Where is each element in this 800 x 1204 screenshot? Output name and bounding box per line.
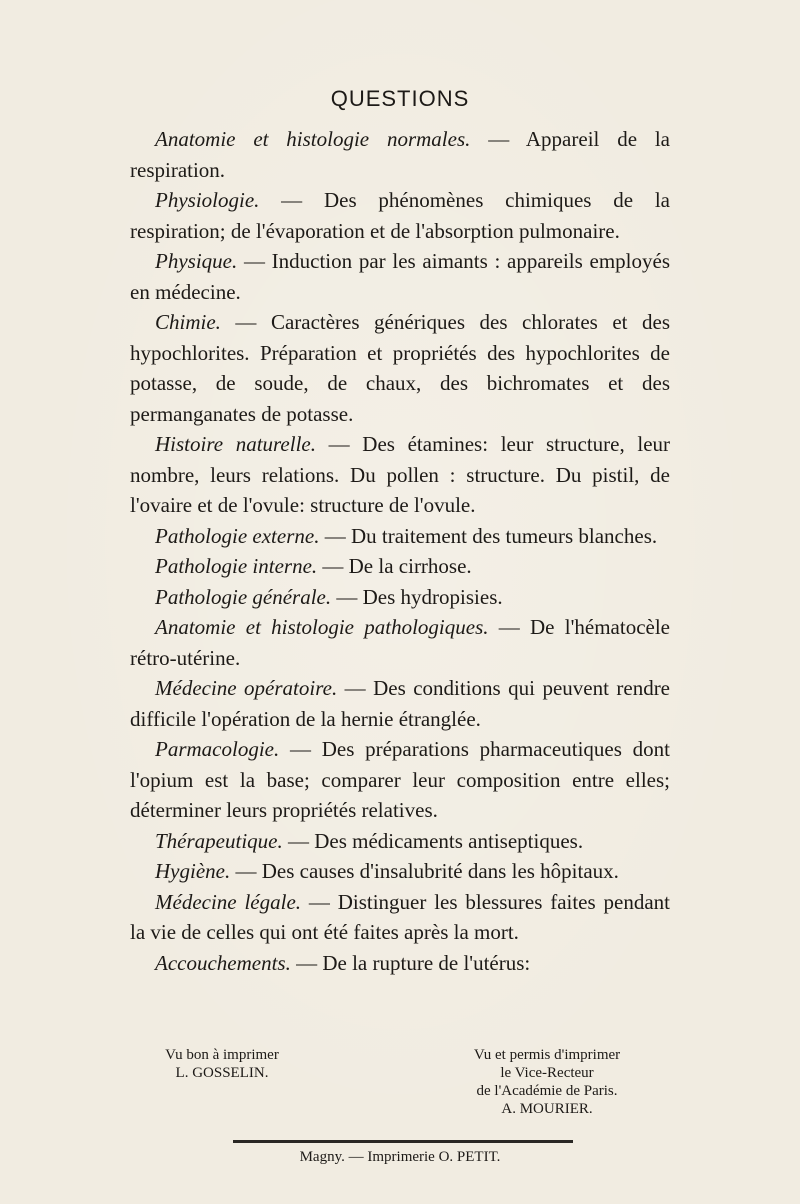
question-text: — Des conditions qui peuvent rendre difficile l'opération de la hernie étranglée.	[130, 676, 671, 731]
question-text: — De la rupture de l'utérus:	[290, 950, 531, 975]
question-text: — Des causes d'insalubrité dans les hôpitaux.	[230, 859, 619, 883]
question-text: — Des phénomènes chimiques de la respiration; de l'évaporation et de l'absorption pulmonaire.	[130, 188, 670, 243]
page-title: QUESTIONS	[330, 86, 470, 111]
question-entry	[130, 307, 670, 429]
question-entry	[130, 185, 670, 246]
question-entry	[130, 826, 670, 857]
question-subject: Anatomie et histologie pathologiques.	[155, 615, 489, 639]
question-entry	[130, 582, 670, 613]
question-subject: Chimie.	[155, 310, 221, 334]
question-subject: Accouchements.	[155, 950, 291, 975]
approval-right	[462, 1046, 632, 1118]
question-subject: Anatomie et histologie normales.	[155, 127, 471, 151]
question-subject: Parmacologie.	[155, 737, 280, 761]
question-entry	[130, 246, 670, 307]
question-entry	[130, 856, 670, 887]
question-subject: Thérapeutique.	[155, 828, 283, 853]
question-subject: Médecine légale.	[155, 889, 302, 914]
question-subject: Hygiène.	[155, 859, 231, 883]
question-entry	[130, 734, 670, 826]
question-entry	[130, 887, 670, 948]
question-text: — Des médicaments antiseptiques.	[282, 828, 584, 853]
question-entry	[130, 521, 670, 552]
questions-list	[130, 124, 670, 978]
question-text: — Appareil de la respiration.	[130, 127, 670, 182]
question-entry	[130, 673, 670, 734]
question-text: — Des étamines: leur structure, leur nombre, leurs relations. Du pollen : structure. Du pistil, de l'ovaire et de l'ovule: structure de l'ovule.	[130, 432, 671, 517]
question-subject: Physique.	[155, 249, 238, 273]
question-subject: Histoire naturelle.	[155, 432, 316, 456]
approval-signatures	[152, 1046, 652, 1126]
question-text: — Distinguer les blessures faites pendant la vie de celles qui ont été faites après la mort.	[130, 889, 670, 944]
approval-left-line: Vu bon à imprimer	[165, 1047, 279, 1063]
question-text: — Caractères génériques des chlorates et des hypochlorites. Préparation et propriétés des hypochlorites de potasse, de soude, de chaux, des bichromates et des permanganates de potasse.	[130, 310, 670, 426]
approval-right-title: le Vice-Recteur	[500, 1065, 594, 1081]
question-entry	[130, 551, 670, 582]
approval-left-signer: L. GOSSELIN.	[175, 1065, 269, 1081]
question-text: — De l'hématocèle rétro-utérine.	[130, 615, 670, 670]
question-subject: Pathologie générale.	[155, 584, 332, 609]
approval-right-signer: A. MOURIER.	[501, 1101, 593, 1117]
question-text: — Induction par les aimants : appareils employés en médecine.	[130, 249, 670, 304]
question-entry	[130, 124, 670, 185]
question-subject: Pathologie externe.	[155, 523, 320, 548]
question-text: — Du traitement des tumeurs blanches.	[319, 523, 658, 548]
approval-right-line: Vu et permis d'imprimer	[473, 1047, 621, 1063]
question-subject: Physiologie.	[155, 188, 260, 212]
question-text: — De la cirrhose.	[317, 554, 472, 578]
approval-right-institution: de l'Académie de Paris.	[476, 1083, 618, 1099]
approval-left	[152, 1046, 292, 1082]
question-subject: Médecine opératoire.	[155, 676, 338, 700]
question-entry	[130, 429, 670, 521]
question-entry	[130, 948, 670, 979]
question-subject: Pathologie interne.	[155, 554, 318, 578]
question-text: — Des préparations pharmaceutiques dont l'opium est la base; comparer leur composition entre elles; déterminer leurs propriétés relatives.	[130, 737, 670, 822]
printer-imprint: Magny. — Imprimerie O. PETIT.	[299, 1149, 501, 1165]
footer-rule	[233, 1140, 573, 1143]
question-entry	[130, 612, 670, 673]
question-text: — Des hydropisies.	[331, 584, 503, 609]
